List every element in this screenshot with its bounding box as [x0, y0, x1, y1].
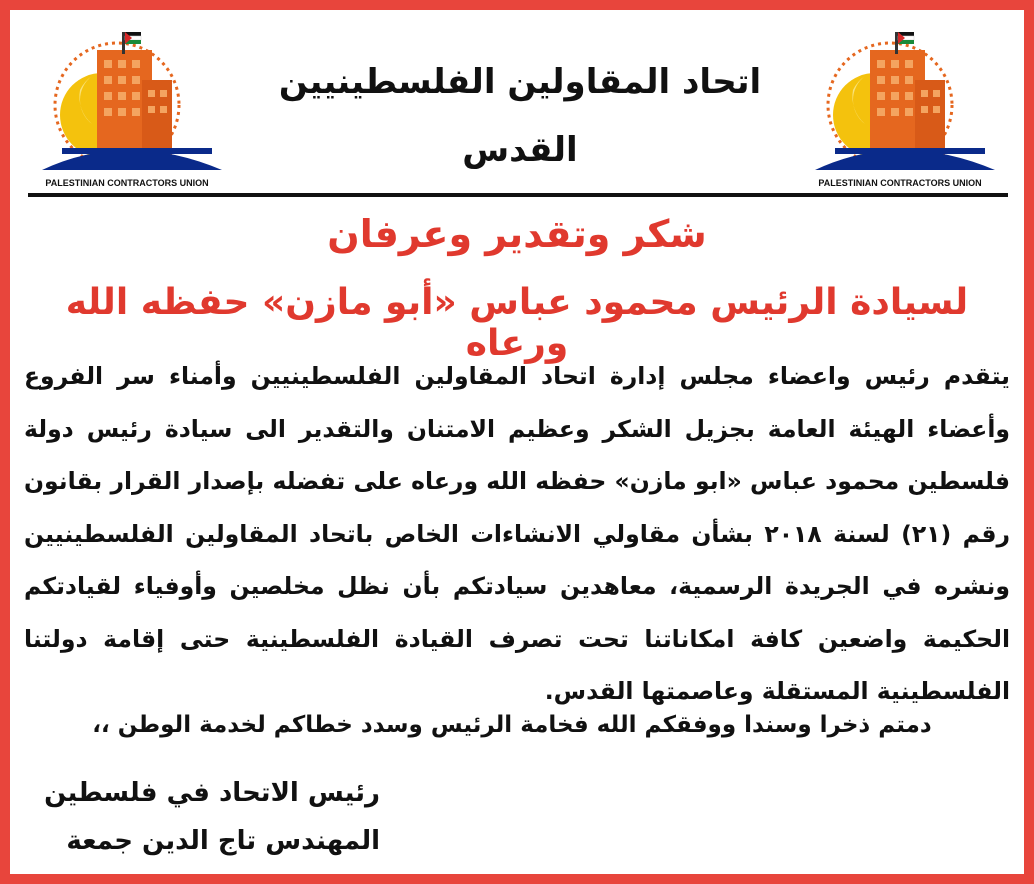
logo-caption: PALESTINIAN CONTRACTORS UNION — [45, 178, 209, 188]
notice-addressee: لسيادة الرئيس محمود عباس «أبو مازن» حفظه الله ورعاه — [65, 282, 969, 364]
organization-name: اتحاد المقاولين الفلسطينيين — [278, 62, 762, 102]
header-divider — [28, 193, 1008, 197]
logo-emblem — [795, 20, 1005, 175]
notice-title: شكر وتقدير وعرفان — [327, 212, 707, 256]
notice-body: يتقدم رئيس واعضاء مجلس إدارة اتحاد المقاولين الفلسطينيين وأمناء سر الفروع وأعضاء الهيئة العامة بجزيل الشكر وعظيم الامتنان والتقدير الى سيادة رئيس دولة فلسطين محمود عباس «ابو مازن» حفظه الله ورعاه على تفضله بإصدار القرار بقانون رقم (٢١) لسنة ٢٠١٨ بشأن مقاولي الانشاءات الخاص باتحاد المقاولين الفلسطينيين ونشره في الجريدة الرسمية، معاهدين سيادتكم بأن نظل مخلصين وأوفياء لقيادتكم الحكيمة واضعين كافة امكاناتنا تحت تصرف القيادة الفلسطينية حتى إقامة دولتنا الفلسطينية المستقلة وعاصمتها القدس. — [24, 362, 1010, 705]
union-logo-right — [795, 20, 1005, 195]
organization-city: القدس — [462, 130, 578, 170]
logo-caption: PALESTINIAN CONTRACTORS UNION — [818, 178, 982, 188]
closing-line: دمتم ذخرا وسندا ووفقكم الله فخامة الرئيس وسدد خطاكم لخدمة الوطن ،، — [92, 712, 932, 738]
union-logo-left — [22, 20, 232, 195]
logo-emblem — [22, 20, 232, 175]
signatory-name: المهندس تاج الدين جمعة — [66, 826, 380, 856]
signatory-title: رئيس الاتحاد في فلسطين — [44, 778, 380, 808]
